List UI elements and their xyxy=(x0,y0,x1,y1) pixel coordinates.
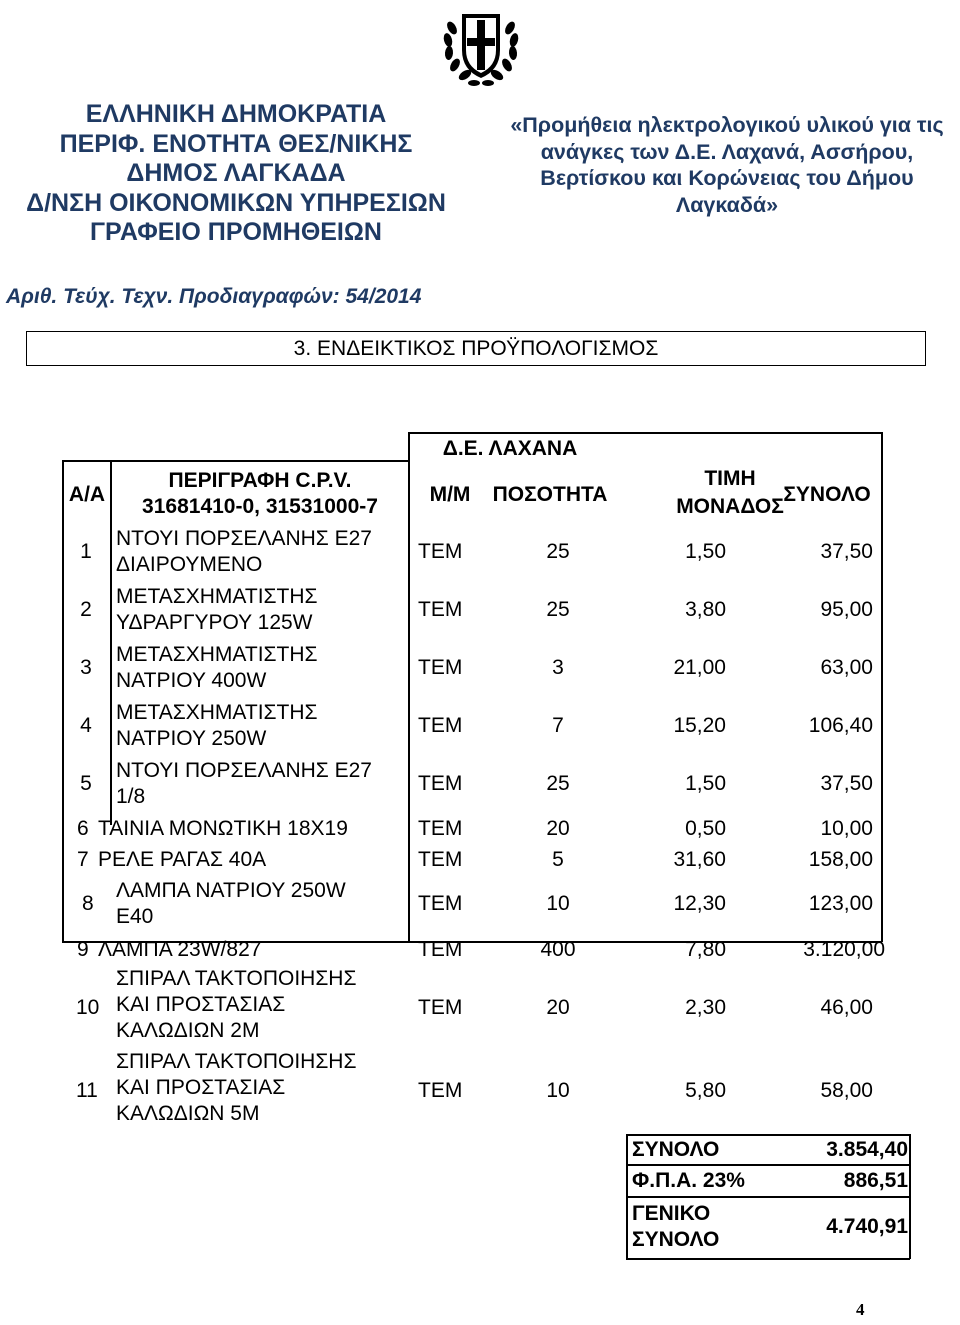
row-description: ΝΑΤΡΙΟΥ 400W xyxy=(116,669,267,692)
totals-border xyxy=(909,1134,911,1259)
grand-total-label: ΣΥΝΟΛΟ xyxy=(632,1228,720,1251)
greek-coat-of-arms-icon xyxy=(434,0,528,90)
totals-border xyxy=(626,1164,910,1166)
row-number: 10 xyxy=(76,996,100,1019)
col-header-quantity: ΠΟΣΟΤΗΤΑ xyxy=(492,483,608,506)
title-line: Βερτίσκου και Κορώνειας του Δήμου xyxy=(540,166,914,190)
row-quantity: 7 xyxy=(552,714,564,737)
table-border xyxy=(62,460,408,462)
row-unit-price: 0,50 xyxy=(685,817,726,840)
vat-label: Φ.Π.Α. 23% xyxy=(632,1169,745,1192)
col-header-unit-price: ΤΙΜΗ xyxy=(704,467,756,490)
row-unit: ΤΕΜ xyxy=(418,540,463,563)
col-header-unit: Μ/Μ xyxy=(429,483,471,506)
row-number: 8 xyxy=(82,892,94,915)
row-total: 106,40 xyxy=(808,714,873,737)
subtotal-value: 3.854,40 xyxy=(826,1138,908,1161)
row-description: ΝΤΟΥΙ ΠΟΡΣΕΛΑΝΗΣ Ε27 xyxy=(116,527,372,550)
row-description: Ε40 xyxy=(116,905,154,928)
row-quantity: 25 xyxy=(546,772,570,795)
row-unit: ΤΕΜ xyxy=(418,656,463,679)
row-total: 46,00 xyxy=(820,996,873,1019)
row-description: ΜΕΤΑΣΧΗΜΑΤΙΣΤΗΣ xyxy=(116,585,318,608)
row-description: ΤΑΙΝΙΑ ΜΟΝΩΤΙΚΗ 18Χ19 xyxy=(98,817,348,840)
row-unit: ΤΕΜ xyxy=(418,817,463,840)
header-line: ΔΗΜΟΣ ΛΑΓΚΑΔΑ xyxy=(126,159,346,187)
row-quantity: 400 xyxy=(540,938,576,961)
totals-border xyxy=(626,1258,910,1260)
row-unit-price: 1,50 xyxy=(685,540,726,563)
totals-border xyxy=(626,1196,910,1198)
row-quantity: 3 xyxy=(552,656,564,679)
row-unit-price: 2,30 xyxy=(685,996,726,1019)
row-description: ΝΑΤΡΙΟΥ 250W xyxy=(116,727,267,750)
row-description: ΣΠΙΡΑΛ ΤΑΚΤΟΠΟΙΗΣΗΣ xyxy=(116,1050,357,1073)
section-title: 3. ΕΝΔΕΙΚΤΙΚΟΣ ΠΡΟΫΠΟΛΟΓΙΣΜΟΣ xyxy=(26,331,926,366)
row-number: 2 xyxy=(80,598,92,621)
title-line: ανάγκες των Δ.Ε. Λαχανά, Ασσήρου, xyxy=(540,139,914,164)
grand-total-label: ΓΕΝΙΚΟ xyxy=(632,1202,711,1225)
header-line: ΕΛΛΗΝΙΚΗ ΔΗΜΟΚΡΑΤΙΑ xyxy=(85,100,387,128)
row-quantity: 5 xyxy=(552,848,564,871)
row-unit-price: 12,30 xyxy=(673,892,726,915)
row-unit: ΤΕΜ xyxy=(418,714,463,737)
vat-value: 886,51 xyxy=(843,1169,908,1192)
row-unit-price: 1,50 xyxy=(685,772,726,795)
totals-border xyxy=(626,1134,910,1136)
row-number: 1 xyxy=(80,540,92,563)
row-unit: ΤΕΜ xyxy=(418,1079,463,1102)
col-header-aa: Α/Α xyxy=(68,483,106,506)
row-total: 158,00 xyxy=(808,848,873,871)
row-total: 58,00 xyxy=(820,1079,873,1102)
col-header-unit-price: ΜΟΝΑΔΟΣ xyxy=(676,495,784,518)
row-unit: ΤΕΜ xyxy=(418,772,463,795)
row-number: 4 xyxy=(80,714,92,737)
row-unit-price: 7,80 xyxy=(685,938,726,961)
row-unit-price: 3,80 xyxy=(685,598,726,621)
row-number: 3 xyxy=(80,656,92,679)
row-total: 63,00 xyxy=(820,656,873,679)
row-unit-price: 15,20 xyxy=(673,714,726,737)
title-line: «Προμήθεια ηλεκτρολογικού υλικού για τις xyxy=(510,113,944,137)
row-quantity: 25 xyxy=(546,598,570,621)
row-number: 5 xyxy=(80,772,92,795)
row-description: ΡΕΛΕ ΡΑΓΑΣ 40Α xyxy=(98,848,267,871)
row-total: 10,00 xyxy=(820,817,873,840)
totals-border xyxy=(626,1134,628,1259)
col-header-total: ΣΥΝΟΛΟ xyxy=(783,483,871,506)
row-total: 3.120,00 xyxy=(803,938,885,961)
row-unit: ΤΕΜ xyxy=(418,892,463,915)
group-title: Δ.Ε. ΛΑΧΑΝΑ xyxy=(442,437,578,460)
row-description: ΚΑΛΩΔΙΩΝ 5Μ xyxy=(116,1102,260,1125)
row-description: ΛΑΜΠΑ ΝΑΤΡΙΟΥ 250W xyxy=(116,879,346,902)
row-quantity: 10 xyxy=(546,892,570,915)
procurement-title xyxy=(494,112,960,218)
spec-number: Αριθ. Τεύχ. Τεχν. Προδιαγραφών: 54/2014 xyxy=(6,285,422,308)
row-total: 37,50 xyxy=(820,772,873,795)
row-description: ΜΕΤΑΣΧΗΜΑΤΙΣΤΗΣ xyxy=(116,701,318,724)
subtotal-label: ΣΥΝΟΛΟ xyxy=(632,1138,720,1161)
row-total: 37,50 xyxy=(820,540,873,563)
table-border xyxy=(881,432,883,942)
table-border xyxy=(408,432,882,434)
row-total: 95,00 xyxy=(820,598,873,621)
row-description: ΚΑΙ ΠΡΟΣΤΑΣΙΑΣ xyxy=(116,993,286,1016)
row-unit-price: 21,00 xyxy=(673,656,726,679)
table-border xyxy=(408,432,410,942)
row-description: ΥΔΡΑΡΓΥΡΟΥ 125W xyxy=(116,611,313,634)
row-unit: ΤΕΜ xyxy=(418,996,463,1019)
row-unit: ΤΕΜ xyxy=(418,598,463,621)
col-header-cpv: 31681410-0, 31531000-7 xyxy=(142,495,378,518)
issuer-block xyxy=(6,100,466,248)
row-description: ΝΤΟΥΙ ΠΟΡΣΕΛΑΝΗΣ Ε27 xyxy=(116,759,372,782)
row-number: 7 xyxy=(77,848,89,871)
row-quantity: 25 xyxy=(546,540,570,563)
row-description: ΛΑΜΠΑ 23W/827 xyxy=(98,938,262,961)
row-description: ΔΙΑΙΡΟΥΜΕΝΟ xyxy=(116,553,263,576)
row-number: 11 xyxy=(76,1079,98,1102)
header-line: ΓΡΑΦΕΙΟ ΠΡΟΜΗΘΕΙΩΝ xyxy=(90,218,382,246)
row-unit-price: 31,60 xyxy=(673,848,726,871)
row-quantity: 20 xyxy=(546,996,570,1019)
row-total: 123,00 xyxy=(808,892,873,915)
row-quantity: 20 xyxy=(546,817,570,840)
col-header-description: ΠΕΡΙΓΡΑΦΗ C.P.V. xyxy=(168,469,352,492)
row-description: ΚΑΙ ΠΡΟΣΤΑΣΙΑΣ xyxy=(116,1076,286,1099)
row-number: 9 xyxy=(77,938,89,961)
page-number: 4 xyxy=(856,1300,865,1319)
row-description: 1/8 xyxy=(116,785,146,808)
title-line: Λαγκαδά» xyxy=(675,192,779,217)
row-description: ΣΠΙΡΑΛ ΤΑΚΤΟΠΟΙΗΣΗΣ xyxy=(116,967,357,990)
row-description: ΜΕΤΑΣΧΗΜΑΤΙΣΤΗΣ xyxy=(116,643,318,666)
row-unit: ΤΕΜ xyxy=(418,848,463,871)
row-unit-price: 5,80 xyxy=(685,1079,726,1102)
row-quantity: 10 xyxy=(546,1079,570,1102)
row-number: 6 xyxy=(77,817,89,840)
row-description: ΚΑΛΩΔΙΩΝ 2Μ xyxy=(116,1019,260,1042)
grand-total-value: 4.740,91 xyxy=(826,1215,908,1238)
header-line: Δ/ΝΣΗ ΟΙΚΟΝΟΜΙΚΩΝ ΥΠΗΡΕΣΙΩΝ xyxy=(26,188,446,217)
table-border xyxy=(62,460,64,942)
row-unit: ΤΕΜ xyxy=(418,938,463,961)
header-line: ΠΕΡΙΦ. ΕΝΟΤΗΤΑ ΘΕΣ/ΝΙΚΗΣ xyxy=(59,129,413,158)
